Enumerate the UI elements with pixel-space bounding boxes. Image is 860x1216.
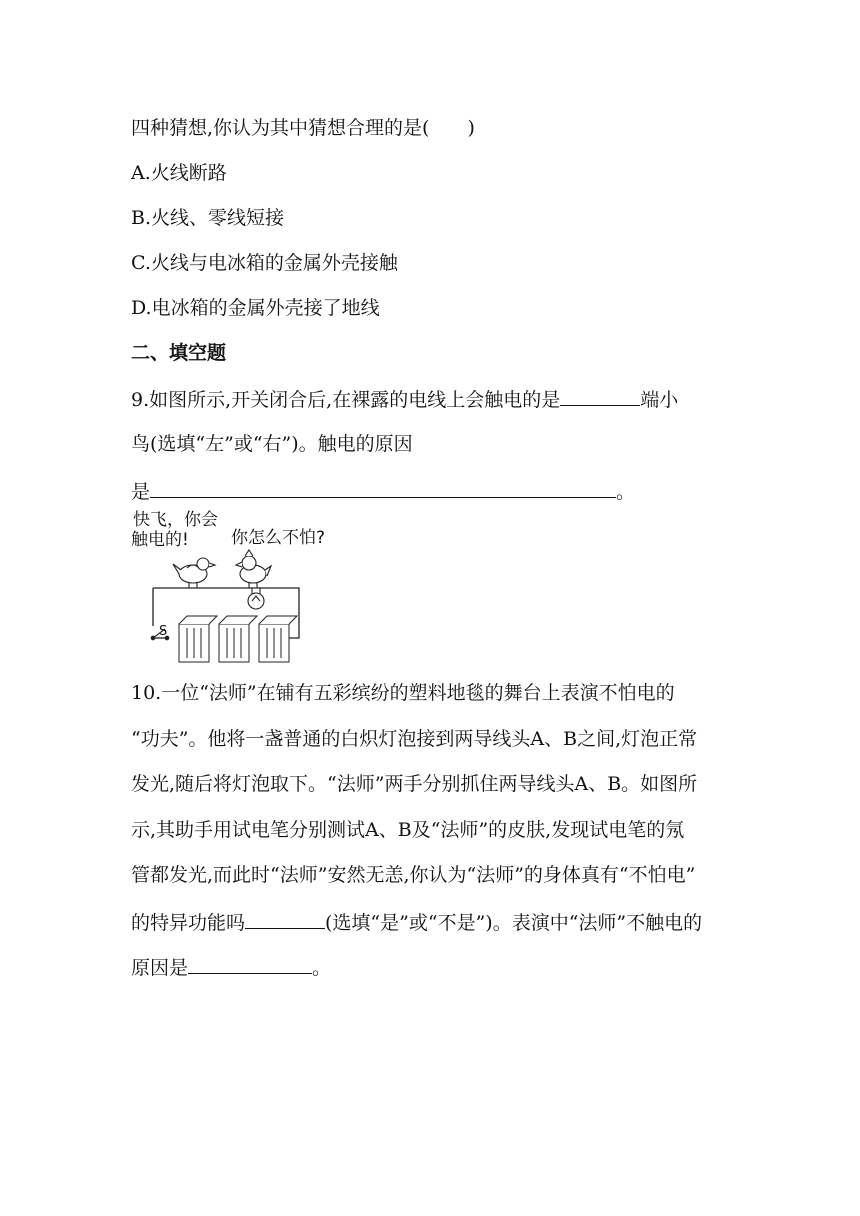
q10-blank-answer[interactable] [245, 909, 325, 929]
battery-pack-icon [179, 616, 297, 662]
light-bulb-icon [248, 588, 264, 609]
q9-text-1: 9.如图所示,开关闭合后,在裸露的电线上会触电的是 [131, 389, 561, 411]
q8-option-d: D.电冰箱的金属外壳接了地线 [131, 297, 380, 319]
q10-line-3: 发光,随后将灯泡取下。“法师”两手分别抓住两导线头A、B。如图所 [131, 773, 698, 795]
bubble-left-line-1: 快飞，你会 [133, 510, 218, 530]
q10-text-4: 。 [312, 957, 332, 979]
section-title: 二、填空题 [131, 342, 227, 364]
bird-circuit-figure [131, 508, 341, 668]
bubble-right: 你怎么不怕? [231, 528, 326, 548]
right-bird [236, 550, 271, 588]
q9-text-4: 。 [616, 481, 636, 503]
q9-line-2: 鸟(选填“左”或“右”)。触电的原因 [131, 433, 413, 455]
q10-line-4: 示,其助手用试电笔分别测试A、B及“法师”的皮肤,发现试电笔的氖 [131, 819, 685, 841]
q10-blank-reason[interactable] [188, 954, 312, 974]
q8-stem: 四种猜想,你认为其中猜想合理的是( ) [131, 117, 475, 139]
switch-label: S [159, 624, 168, 639]
q10-line-2: “功夫”。他将一盏普通的白炽灯泡接到两导线头A、B之间,灯泡正常 [131, 728, 698, 750]
q9-line-1 [131, 386, 678, 412]
q10-line-1: 10.一位“法师”在铺有五彩缤纷的塑料地毯的舞台上表演不怕电的 [131, 682, 675, 704]
q9-text-2: 端小 [640, 389, 679, 411]
left-bird [173, 558, 215, 588]
q8-option-a: A.火线断路 [131, 162, 227, 184]
q10-text-3: 原因是 [131, 957, 189, 979]
q9-blank-reason[interactable] [150, 478, 616, 498]
q10-line-5: 管都发光,而此时“法师”安然无恙,你认为“法师”的身体真有“不怕电” [131, 864, 696, 886]
q9-line-3 [131, 478, 635, 504]
q10-line-6 [131, 909, 702, 935]
q10-text-1: 的特异功能吗 [131, 912, 246, 934]
q10-text-2: (选填“是”或“不是”)。表演中“法师”不触电的 [325, 912, 703, 934]
q10-line-7 [131, 954, 331, 980]
bubble-left-line-2: 触电的! [131, 530, 189, 550]
q8-option-b: B.火线、零线短接 [131, 207, 285, 229]
q9-blank-side[interactable] [560, 386, 640, 406]
q9-text-3: 是 [131, 481, 151, 503]
q8-option-c: C.火线与电冰箱的金属外壳接触 [131, 252, 398, 274]
